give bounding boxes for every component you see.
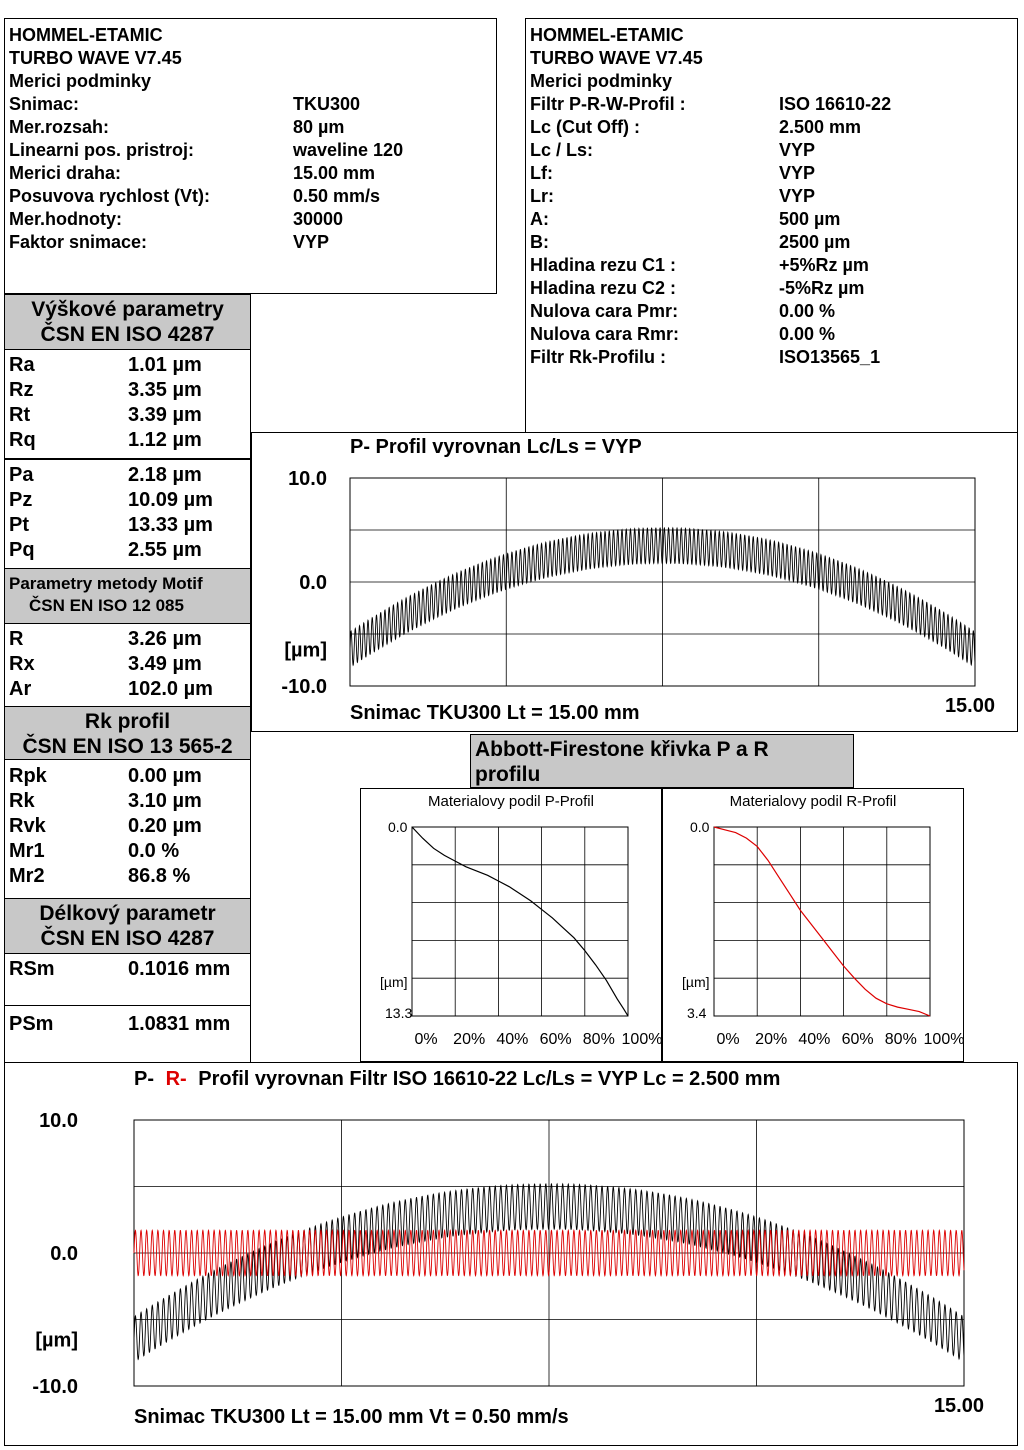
abbott-chart-title: Materialovy podil R-Profil: [729, 793, 897, 810]
header-value: +5%Rz µm: [779, 255, 869, 275]
abbott-x-tick: 20%: [755, 1031, 788, 1048]
pr-profile-chart-footer: Snimac TKU300 Lt = 15.00 mm Vt = 0.50 mm/s: [134, 1406, 569, 1428]
length-param-title-line2: ČSN EN ISO 4287: [40, 927, 215, 950]
header-value: 0.00 %: [779, 301, 836, 321]
param-value: 86.8 %: [128, 865, 191, 887]
header-value: 0.00 %: [779, 324, 836, 344]
abbott-y-top: 0.0: [388, 819, 408, 835]
header-key: Mer.hodnoty:: [9, 209, 122, 229]
divider-rp: [4, 458, 251, 460]
x-end-label: 15.00: [944, 695, 995, 717]
param-value: 1.01 µm: [128, 354, 202, 376]
param-value: 3.26 µm: [128, 628, 202, 650]
header-value: VYP: [779, 186, 816, 206]
abbott-y-label: [µm]: [682, 974, 710, 990]
header-value: VYP: [779, 140, 816, 160]
height-params-title: [4, 294, 251, 350]
abbott-x-tick: 100%: [621, 1031, 662, 1048]
header-value: VYP: [293, 232, 330, 252]
height-params-title-line2: ČSN EN ISO 4287: [40, 323, 215, 346]
param-name: Rx: [9, 653, 35, 675]
abbott-curve-0: [412, 827, 628, 1016]
param-value: 2.18 µm: [128, 464, 202, 486]
pr-title-rest: Profil vyrovnan Filtr ISO 16610-22 Lc/Ls = VYP Lc = 2.500 mm: [198, 1068, 781, 1090]
param-value: 13.33 µm: [128, 514, 213, 536]
header-key: B:: [530, 232, 549, 252]
param-value: 3.39 µm: [128, 404, 202, 426]
param-value: 3.49 µm: [128, 653, 202, 675]
motif-params-title-line2: ČSN EN ISO 12 085: [29, 596, 184, 615]
header-value: 30000: [293, 209, 344, 229]
rk-profile-title: [4, 706, 251, 760]
abbott-chart-title: Materialovy podil P-Profil: [428, 793, 594, 810]
header-key: Lr:: [530, 186, 554, 206]
header-key: Posuvova rychlost (Vt):: [9, 186, 211, 206]
abbott-x-tick: 0%: [414, 1031, 438, 1048]
param-value: 0.20 µm: [128, 815, 202, 837]
abbott-r-chart: [662, 788, 964, 1062]
header-key: Hladina rezu C2 :: [530, 278, 677, 298]
divider-rsm-psm: [4, 1005, 251, 1006]
abbott-y-top: 0.0: [690, 819, 710, 835]
header-value: waveline 120: [293, 140, 404, 160]
abbott-x-tick: 40%: [496, 1031, 529, 1048]
header-value: 80 µm: [293, 117, 345, 137]
header-key: Nulova cara Pmr:: [530, 301, 679, 321]
param-name: Mr1: [9, 840, 45, 862]
y-tick-label: -10.0: [281, 676, 327, 698]
param-name: Mr2: [9, 865, 45, 887]
abbott-x-tick: 0%: [716, 1031, 740, 1048]
param-name: Pz: [9, 489, 33, 511]
abbott-p-chart: [360, 788, 662, 1062]
param-name: Rpk: [9, 765, 47, 787]
header-key: Faktor snimace:: [9, 232, 148, 252]
header-right-box: [525, 18, 1018, 434]
rk-profile-title-line1: Rk profil: [84, 710, 171, 733]
pr-title-p: P-: [134, 1068, 154, 1090]
pr-profile-chart: [4, 1062, 1018, 1446]
param-value: 10.09 µm: [128, 489, 213, 511]
y-axis-label: [µm]: [35, 1329, 78, 1352]
x-end-label: 15.00: [933, 1395, 984, 1417]
param-name: Pa: [9, 464, 34, 486]
length-param-title: [4, 898, 251, 954]
header-key: Hladina rezu C1 :: [530, 255, 677, 275]
pr-title-r: R-: [165, 1068, 187, 1090]
header-value: ISO 16610-22: [779, 94, 892, 114]
param-value: 1.12 µm: [128, 429, 202, 451]
param-name: Pq: [9, 539, 35, 561]
header-value: 2.500 mm: [779, 117, 862, 137]
param-name: R: [9, 628, 24, 650]
param-value: 0.1016 mm: [128, 958, 231, 980]
header-key: A:: [530, 209, 549, 229]
header-key: Lf:: [530, 163, 553, 183]
param-name: Rz: [9, 379, 34, 401]
param-name: PSm: [9, 1013, 54, 1035]
abbott-title-line2: profilu: [475, 763, 541, 786]
header-line: Merici podminky: [9, 71, 152, 91]
header-key: Lc (Cut Off) :: [530, 117, 640, 137]
header-value: 500 µm: [779, 209, 841, 229]
param-value: 0.00 µm: [128, 765, 202, 787]
header-key: Linearni pos. pristroj:: [9, 140, 195, 160]
param-name: Pt: [9, 514, 29, 536]
abbott-x-tick: 60%: [539, 1031, 572, 1048]
header-key: Mer.rozsah:: [9, 117, 110, 137]
rk-profile-title-line2: ČSN EN ISO 13 565-2: [22, 735, 233, 758]
header-line: TURBO WAVE V7.45: [530, 48, 703, 68]
header-key: Snimac:: [9, 94, 80, 114]
param-name: Ar: [9, 678, 32, 700]
y-tick-label: 0.0: [299, 572, 327, 594]
abbott-y-bottom: 13.3: [385, 1005, 413, 1021]
abbott-frame: [714, 827, 930, 1016]
y-tick-label: -10.0: [32, 1376, 78, 1398]
abbott-y-bottom: 3.4: [687, 1005, 707, 1021]
header-value: 15.00 mm: [293, 163, 376, 183]
header-line: Merici podminky: [530, 71, 673, 91]
header-value: TKU300: [293, 94, 361, 114]
abbott-x-tick: 60%: [841, 1031, 874, 1048]
p-profile-chart-footer: Snimac TKU300 Lt = 15.00 mm: [350, 702, 640, 724]
abbott-y-label: [µm]: [380, 974, 408, 990]
abbott-title-line1: Abbott-Firestone křivka P a R: [475, 738, 769, 761]
param-name: Rt: [9, 404, 31, 426]
abbott-x-tick: 80%: [884, 1031, 917, 1048]
height-params-title-line1: Výškové parametry: [31, 298, 224, 321]
param-name: Rvk: [9, 815, 46, 837]
param-name: Rq: [9, 429, 36, 451]
abbott-title: [470, 734, 854, 788]
header-value: -5%Rz µm: [779, 278, 865, 298]
header-value: VYP: [779, 163, 816, 183]
header-key: Filtr P-R-W-Profil :: [530, 94, 686, 114]
abbott-x-tick: 80%: [582, 1031, 615, 1048]
header-value: 0.50 mm/s: [293, 186, 381, 206]
param-value: 3.10 µm: [128, 790, 202, 812]
y-tick-label: 10.0: [39, 1110, 78, 1132]
header-key: Filtr Rk-Profilu :: [530, 347, 666, 367]
p-profile-chart: [251, 432, 1018, 732]
header-value: 2500 µm: [779, 232, 851, 252]
length-param-title-line1: Délkový parametr: [39, 902, 216, 925]
abbott-x-tick: 40%: [798, 1031, 831, 1048]
param-value: 2.55 µm: [128, 539, 202, 561]
y-tick-label: 10.0: [288, 468, 327, 490]
motif-params-title-line1: Parametry metody Motif: [9, 574, 203, 593]
param-name: Ra: [9, 354, 35, 376]
header-line: TURBO WAVE V7.45: [9, 48, 182, 68]
abbott-curve-0: [714, 827, 930, 1016]
y-axis-label: [µm]: [284, 639, 327, 662]
motif-params-title: [4, 568, 251, 624]
header-line: HOMMEL-ETAMIC: [530, 25, 684, 45]
header-value: ISO13565_1: [779, 347, 881, 367]
header-key: Lc / Ls:: [530, 140, 594, 160]
header-key: Merici draha:: [9, 163, 122, 183]
param-value: 3.35 µm: [128, 379, 202, 401]
header-key: Nulova cara Rmr:: [530, 324, 680, 344]
abbott-x-tick: 100%: [923, 1031, 964, 1048]
param-value: 1.0831 mm: [128, 1013, 231, 1035]
header-line: HOMMEL-ETAMIC: [9, 25, 163, 45]
abbott-x-tick: 20%: [453, 1031, 486, 1048]
param-value: 102.0 µm: [128, 678, 213, 700]
y-tick-label: 0.0: [50, 1243, 78, 1265]
param-name: RSm: [9, 958, 55, 980]
param-name: Rk: [9, 790, 35, 812]
header-left-box: [4, 18, 497, 294]
p-profile-chart-title: P- Profil vyrovnan Lc/Ls = VYP: [350, 436, 642, 458]
param-value: 0.0 %: [128, 840, 180, 862]
